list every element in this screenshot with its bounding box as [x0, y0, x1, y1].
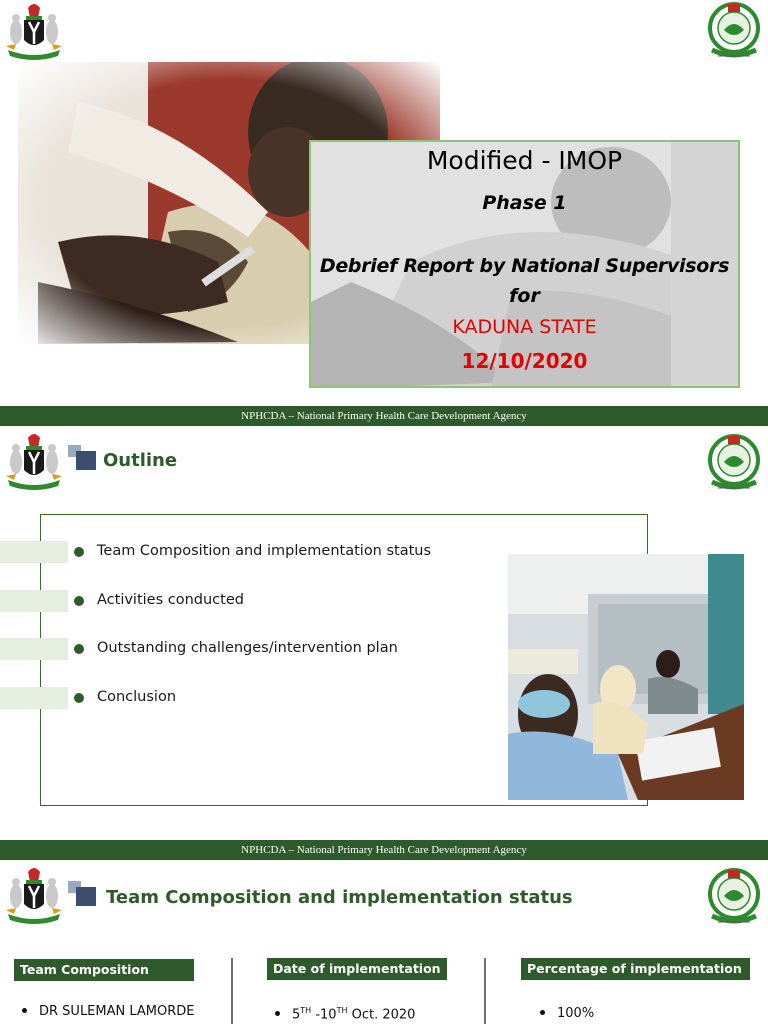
- slide-marker-icon: [68, 445, 98, 471]
- bullet-icon: [74, 644, 84, 654]
- title-box: [309, 140, 740, 388]
- nphcda-seal-icon: [702, 866, 766, 926]
- list-item-text: Outstanding challenges/intervention plan: [97, 640, 398, 656]
- column-divider: [484, 958, 486, 1024]
- implementation-percentage: 100%: [540, 1006, 594, 1021]
- phase-label: Phase 1: [482, 192, 567, 214]
- list-item-text: Conclusion: [97, 689, 177, 705]
- nphcda-seal-icon: [702, 432, 766, 492]
- date-header: Date of implementation: [267, 958, 447, 980]
- nphcda-seal-icon: [702, 0, 766, 60]
- team-member: DR SULEMAN LAMORDE: [22, 1004, 195, 1019]
- bullet-icon: [74, 596, 84, 606]
- slide-title: Modified - IMOP: [426, 146, 623, 175]
- slide-marker-icon: [68, 881, 98, 907]
- state-label: KADUNA STATE: [452, 316, 597, 338]
- report-date: 12/10/2020: [461, 349, 588, 373]
- coat-of-arms-icon: [2, 430, 66, 490]
- subtitle-line-1: Debrief Report by National Supervisors: [319, 255, 730, 277]
- coat-of-arms-icon: [2, 0, 66, 60]
- footer-bar: NPHCDA – National Primary Health Care Development Agency: [0, 840, 768, 860]
- implementation-date: 5TH -10TH Oct. 2020: [275, 1006, 415, 1022]
- bullet-icon: [74, 547, 84, 557]
- meeting-photo: [508, 554, 744, 800]
- team-heading: Team Composition and implementation status: [106, 887, 573, 908]
- column-divider: [231, 958, 233, 1024]
- outline-heading: Outline: [103, 450, 178, 471]
- footer-bar: NPHCDA – National Primary Health Care Development Agency: [0, 406, 768, 426]
- team-composition-header: Team Composition: [14, 959, 194, 981]
- coat-of-arms-icon: [2, 864, 66, 924]
- list-item-text: Team Composition and implementation status: [97, 543, 432, 559]
- percentage-header: Percentage of implementation: [521, 958, 750, 980]
- outline-list: [0, 541, 500, 721]
- list-item-text: Activities conducted: [97, 592, 244, 608]
- subtitle-line-2: for: [509, 285, 540, 307]
- bullet-icon: [74, 693, 84, 703]
